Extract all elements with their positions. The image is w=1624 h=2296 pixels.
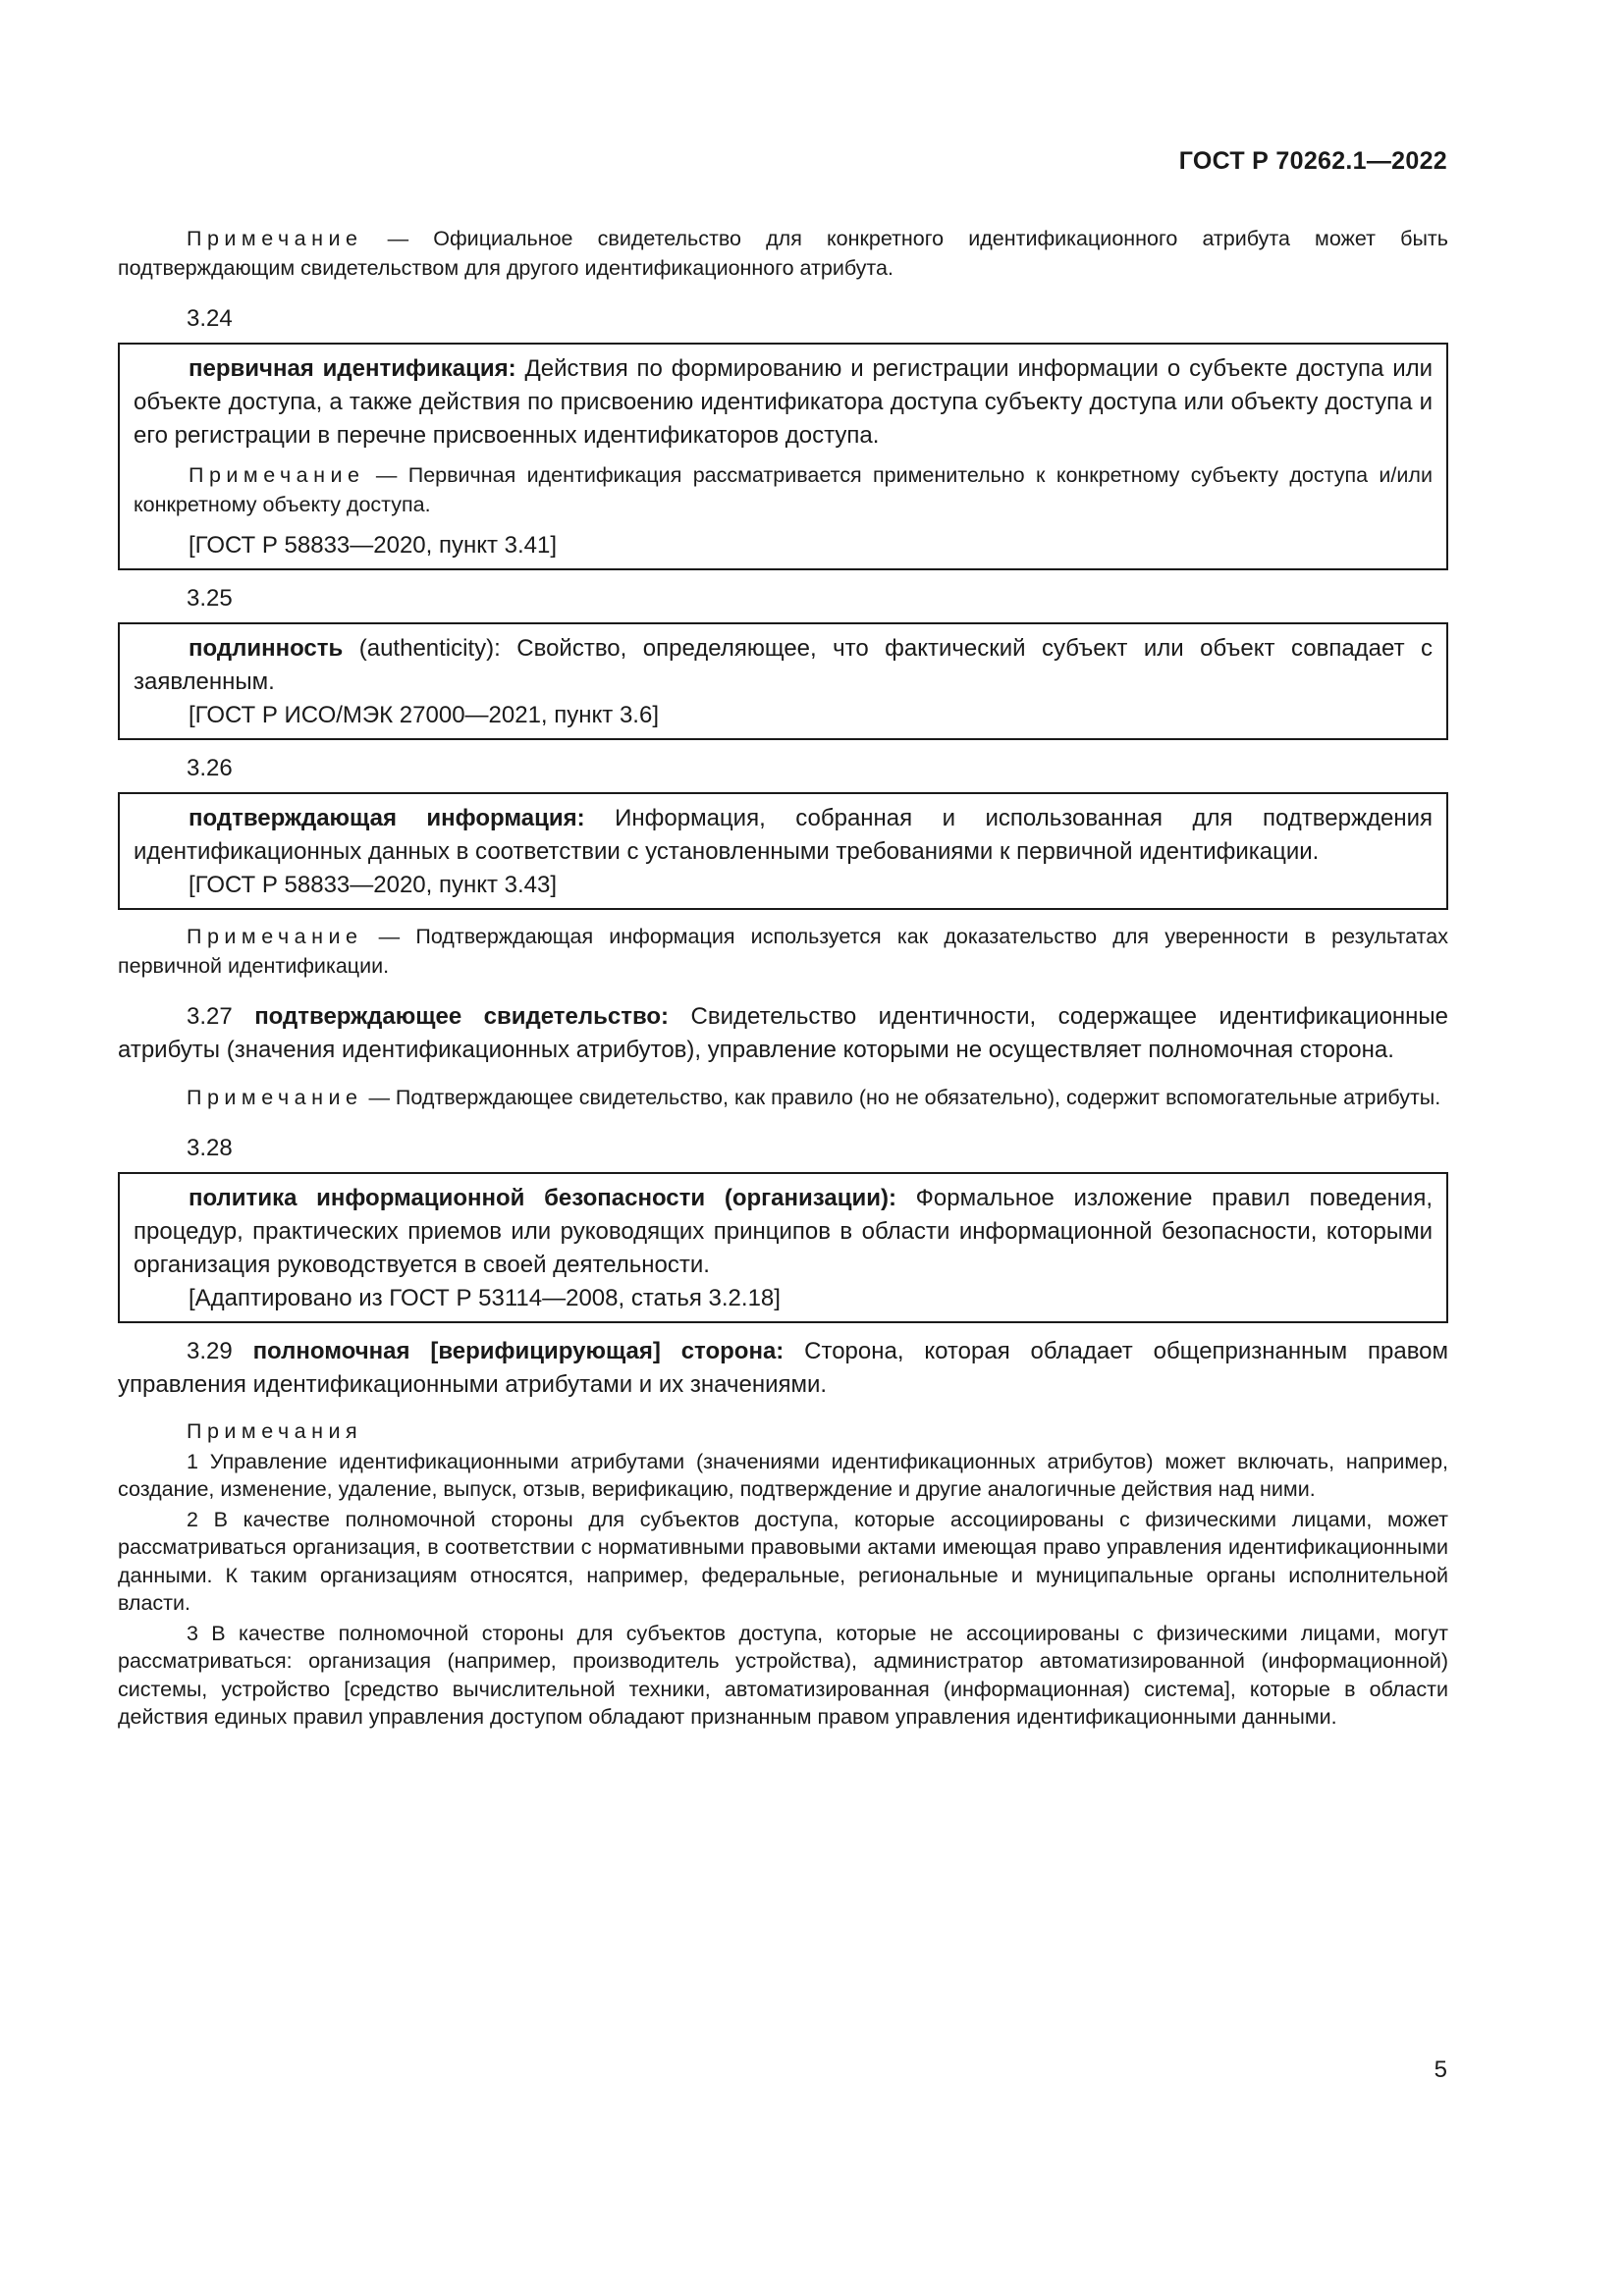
note-text-3-24: Первичная идентификация рассматривается применительно к конкретному субъекту доступа и/или конкретному объекту доступа. [134, 463, 1433, 516]
definition-box-3-24 [118, 343, 1448, 570]
note-dash: — [378, 925, 401, 948]
intro-note-text: Официальное свидетельство для конкретного идентификационного атрибута может быть подтверждающим свидетельством для другого идентификационного атрибута. [118, 227, 1448, 280]
definition-3-24 [134, 352, 1433, 453]
definition-3-29 [118, 1335, 1448, 1402]
source-3-24: [ГОСТ Р 58833—2020, пункт 3.41] [189, 532, 558, 559]
definition-3-27 [118, 1000, 1448, 1067]
term-3-28: политика информационной безопасности (организации): [189, 1185, 896, 1211]
note-item-2: 2 В качестве полномочной стороны для субъектов доступа, которые ассоциированы с физическими лицами, может рассматриваться организация, в соответствии с нормативными правовыми актами имеющая право управления идентификационными данными. К таким организациям относятся, например, федеральные, региональные и муниципальные органы исполнительной власти. [118, 1507, 1448, 1615]
term-number-3-25: 3.25 [187, 585, 233, 612]
definition-text-3-29: Сторона, которая обладает общепризнанным правом управления идентификационными атрибутами и их значениями. [118, 1338, 1449, 1398]
note-label: Примечание [189, 463, 365, 487]
note-3-26 [118, 922, 1448, 981]
term-number-3-26: 3.26 [187, 755, 233, 781]
definition-box-3-25 [118, 622, 1448, 740]
note-label: Примечание [187, 227, 363, 250]
definition-box-3-26 [118, 792, 1448, 910]
term-3-24: первичная идентификация: [189, 355, 516, 382]
definition-3-25 [134, 632, 1433, 699]
definition-text-3-24: Действия по формированию и регистрации информации о субъекте доступа или объекте доступа, а также действия по присвоению идентификатора доступа субъекту доступа или объекту доступа и его регистрации в перечне присвоенных идентификаторов доступа. [134, 355, 1434, 449]
source-3-26: [ГОСТ Р 58833—2020, пункт 3.43] [189, 872, 558, 898]
intro-note [118, 224, 1448, 283]
definition-text-3-27: Свидетельство идентичности, содержащее идентификационные атрибуты (значения идентификационных атрибутов), управление которыми не осуществляет полномочная сторона. [118, 1003, 1449, 1063]
source-3-28: [Адаптировано из ГОСТ Р 53114—2008, статья 3.2.18] [189, 1285, 781, 1311]
term-number-3-28: 3.28 [187, 1135, 233, 1161]
term-en-3-25: (authenticity): [358, 635, 501, 662]
term-number-3-27: 3.27 [187, 1003, 233, 1030]
note-3-27 [118, 1083, 1448, 1112]
term-3-27: подтверждающее свидетельство: [254, 1003, 670, 1030]
notes-list-3-29 [118, 1448, 1448, 1732]
page-number: 5 [1434, 2056, 1447, 2083]
note-item-1: 1 Управление идентификационными атрибутами (значениями идентификационных атрибутов) может включать, например, создание, изменение, удаление, выпуск, отзыв, верификацию, подтверждение и другие аналогичные действия над ними. [118, 1449, 1448, 1501]
note-3-24 [134, 460, 1433, 519]
definition-3-28 [134, 1182, 1433, 1282]
term-3-29: полномочная [верифицирующая] сторона: [252, 1338, 785, 1364]
source-3-25: [ГОСТ Р ИСО/МЭК 27000—2021, пункт 3.6] [189, 702, 659, 728]
note-dash: — [387, 227, 409, 250]
page-content [118, 224, 1448, 1734]
note-label: Примечание [187, 1086, 363, 1109]
document-code-header: ГОСТ Р 70262.1—2022 [1178, 147, 1447, 175]
term-number-3-29: 3.29 [187, 1338, 233, 1364]
term-3-26: подтверждающая информация: [189, 805, 585, 831]
term-3-25: подлинность [189, 635, 344, 662]
definition-box-3-28 [118, 1172, 1448, 1323]
notes-heading-3-29: Примечания [187, 1419, 363, 1443]
note-label: Примечание [187, 925, 363, 948]
definition-text-3-28: Формальное изложение правил поведения, процедур, практических приемов или руководящих принципов в области информационной безопасности, которыми организация руководствуется в своей деятельности. [134, 1185, 1433, 1278]
note-dash: — [368, 1086, 390, 1109]
note-dash: — [375, 463, 398, 487]
definition-text-3-26: Информация, собранная и использованная для подтверждения идентификационных данных в соответствии с установленными требованиями к первичной идентификации. [134, 805, 1434, 865]
note-text-3-26: Подтверждающая информация используется как доказательство для уверенности в результатах первичной идентификации. [118, 925, 1448, 978]
note-text-3-27: Подтверждающее свидетельство, как правило (но не обязательно), содержит вспомогательные атрибуты. [395, 1086, 1441, 1109]
note-item-3: 3 В качестве полномочной стороны для субъектов доступа, которые не ассоциированы с физическими лицами, могут рассматриваться: организация (например, производитель устройства), администратор автоматизированной (информационной) системы, устройство [средство вычислительной техники, автоматизированная (информационная) система], которые в области действия единых правил управления доступом обладают признанным правом управления идентификационными данными. [118, 1621, 1448, 1729]
definition-3-26 [134, 802, 1433, 869]
term-number-3-24: 3.24 [187, 305, 233, 332]
definition-text-3-25: Свойство, определяющее, что фактический субъект или объект совпадает с заявленным. [134, 635, 1434, 695]
